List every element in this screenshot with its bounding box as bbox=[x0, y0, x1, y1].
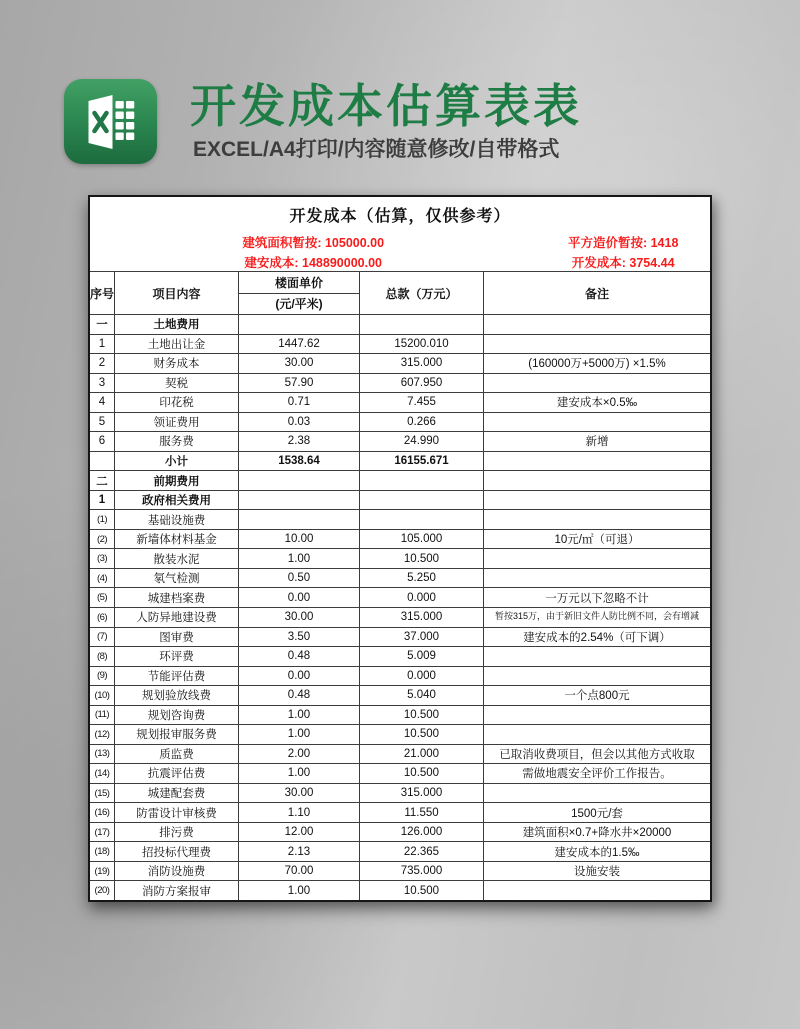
row-unit-price: 0.48 bbox=[239, 647, 360, 666]
table-row bbox=[90, 432, 710, 452]
construction-cost-value: 建安成本: 148890000.00 bbox=[244, 255, 382, 270]
row-serial bbox=[90, 452, 115, 471]
row-total-amount: 11.550 bbox=[360, 803, 484, 822]
row-note: 暂按315万，由于新旧文件人防比例不同，会有增减 bbox=[494, 611, 700, 622]
row-note: (160000万+5000万) ×1.5% bbox=[528, 358, 666, 371]
row-serial: 4 bbox=[90, 393, 115, 412]
row-unit-price: 3.50 bbox=[239, 628, 360, 647]
row-serial: (4) bbox=[90, 569, 115, 588]
row-item-name: 图审费 bbox=[115, 628, 239, 647]
table-row bbox=[90, 452, 710, 472]
row-item-name: 消防方案报审 bbox=[115, 881, 239, 900]
row-total-amount: 15200.010 bbox=[360, 335, 484, 354]
sq-price-value: 平方造价暂按: 1418 bbox=[567, 235, 679, 250]
row-item-name: 节能评估费 bbox=[115, 667, 239, 686]
row-note: 建安成本×0.5‰ bbox=[556, 397, 638, 410]
row-unit-price: 30.00 bbox=[239, 608, 360, 627]
row-unit-price: 0.48 bbox=[239, 686, 360, 705]
table-row bbox=[90, 549, 710, 569]
row-total-amount: 735.000 bbox=[360, 862, 484, 881]
row-total-amount: 10.500 bbox=[360, 549, 484, 568]
row-item-name: 新墙体材料基金 bbox=[115, 530, 239, 549]
row-item-name: 散装水泥 bbox=[115, 549, 239, 568]
row-item-name: 质监费 bbox=[115, 745, 239, 764]
row-unit-price bbox=[239, 471, 360, 490]
row-serial: (2) bbox=[90, 530, 115, 549]
table-row bbox=[90, 471, 710, 491]
row-item-name: 城建配套费 bbox=[115, 784, 239, 803]
row-total-amount: 315.000 bbox=[360, 608, 484, 627]
row-total-amount: 5.250 bbox=[360, 569, 484, 588]
row-note: 建筑面积×0.7+降水井×20000 bbox=[522, 827, 672, 840]
table-row bbox=[90, 647, 710, 667]
row-note bbox=[484, 335, 710, 354]
row-serial: (20) bbox=[90, 881, 115, 900]
row-unit-price: 1.00 bbox=[239, 764, 360, 783]
row-total-amount: 10.500 bbox=[360, 706, 484, 725]
row-serial: (17) bbox=[90, 823, 115, 842]
row-note bbox=[484, 549, 710, 568]
table-row bbox=[90, 588, 710, 608]
row-item-name: 领证费用 bbox=[115, 413, 239, 432]
row-note bbox=[484, 471, 710, 490]
row-unit-price bbox=[239, 510, 360, 529]
row-serial: (16) bbox=[90, 803, 115, 822]
row-item-name: 环评费 bbox=[115, 647, 239, 666]
row-serial: 1 bbox=[90, 335, 115, 354]
row-note: 建安成本的1.5‰ bbox=[554, 846, 640, 859]
row-note bbox=[484, 647, 710, 666]
row-unit-price bbox=[239, 491, 360, 510]
row-unit-price: 0.00 bbox=[239, 667, 360, 686]
row-total-amount: 22.365 bbox=[360, 842, 484, 861]
row-serial: (3) bbox=[90, 549, 115, 568]
row-item-name: 城建档案费 bbox=[115, 588, 239, 607]
cost-table-card bbox=[88, 195, 712, 902]
table-row bbox=[90, 530, 710, 550]
col-header-note: 备注 bbox=[584, 286, 609, 301]
row-serial: (1) bbox=[90, 510, 115, 529]
row-unit-price: 1538.64 bbox=[239, 452, 360, 471]
page-subtitle: EXCEL/A4打印/内容随意修改/自带格式 bbox=[193, 138, 560, 161]
row-serial: (15) bbox=[90, 784, 115, 803]
row-unit-price: 70.00 bbox=[239, 862, 360, 881]
col-header-unit-price-line2: (元/平米) bbox=[275, 297, 323, 312]
row-serial: (6) bbox=[90, 608, 115, 627]
table-row bbox=[90, 686, 710, 706]
row-total-amount: 7.455 bbox=[360, 393, 484, 412]
row-note: 建安成本的2.54%（可下调） bbox=[523, 631, 671, 644]
row-serial: (10) bbox=[90, 686, 115, 705]
row-total-amount: 16155.671 bbox=[360, 452, 484, 471]
row-serial: (7) bbox=[90, 628, 115, 647]
row-item-name: 小计 bbox=[115, 452, 239, 471]
row-serial: 2 bbox=[90, 354, 115, 373]
row-total-amount: 105.000 bbox=[360, 530, 484, 549]
row-total-amount: 10.500 bbox=[360, 764, 484, 783]
row-item-name: 规划报审服务费 bbox=[115, 725, 239, 744]
row-serial: 一 bbox=[90, 315, 115, 334]
excel-icon bbox=[64, 79, 157, 164]
row-note bbox=[484, 452, 710, 471]
row-unit-price: 0.03 bbox=[239, 413, 360, 432]
row-item-name: 前期费用 bbox=[115, 471, 239, 490]
table-header bbox=[90, 271, 710, 315]
row-serial: (12) bbox=[90, 725, 115, 744]
row-unit-price: 1.00 bbox=[239, 549, 360, 568]
row-note: 一个点800元 bbox=[564, 690, 630, 703]
row-unit-price: 0.50 bbox=[239, 569, 360, 588]
row-serial: (19) bbox=[90, 862, 115, 881]
row-serial: (9) bbox=[90, 667, 115, 686]
table-row bbox=[90, 881, 710, 900]
row-total-amount: 315.000 bbox=[360, 784, 484, 803]
row-unit-price: 2.00 bbox=[239, 745, 360, 764]
row-unit-price: 10.00 bbox=[239, 530, 360, 549]
row-unit-price: 30.00 bbox=[239, 354, 360, 373]
row-serial: 二 bbox=[90, 471, 115, 490]
row-item-name: 印花税 bbox=[115, 393, 239, 412]
row-item-name: 规划咨询费 bbox=[115, 706, 239, 725]
row-note bbox=[484, 510, 710, 529]
table-row bbox=[90, 335, 710, 355]
table-row bbox=[90, 784, 710, 804]
table-row bbox=[90, 745, 710, 765]
row-unit-price: 1.00 bbox=[239, 881, 360, 900]
row-note bbox=[484, 667, 710, 686]
row-item-name: 防雷设计审核费 bbox=[115, 803, 239, 822]
row-total-amount: 24.990 bbox=[360, 432, 484, 451]
table-body bbox=[90, 315, 710, 900]
row-note: 一万元以下忽略不计 bbox=[545, 592, 649, 605]
table-row bbox=[90, 315, 710, 335]
row-note bbox=[484, 413, 710, 432]
row-serial: (14) bbox=[90, 764, 115, 783]
row-note: 10元/㎡（可退） bbox=[554, 534, 640, 547]
row-unit-price: 2.13 bbox=[239, 842, 360, 861]
row-total-amount bbox=[360, 315, 484, 334]
row-serial: 1 bbox=[90, 491, 115, 510]
table-row bbox=[90, 510, 710, 530]
row-item-name: 土地费用 bbox=[115, 315, 239, 334]
page-title: 开发成本估算表表 bbox=[190, 80, 582, 132]
col-header-total: 总款（万元） bbox=[360, 272, 484, 314]
row-serial: (5) bbox=[90, 588, 115, 607]
row-note bbox=[484, 491, 710, 510]
row-total-amount: 126.000 bbox=[360, 823, 484, 842]
table-row bbox=[90, 842, 710, 862]
row-note: 设施安装 bbox=[574, 866, 620, 879]
row-serial: (13) bbox=[90, 745, 115, 764]
development-cost-value: 开发成本: 3754.44 bbox=[571, 255, 675, 270]
row-serial: (18) bbox=[90, 842, 115, 861]
row-unit-price: 30.00 bbox=[239, 784, 360, 803]
row-note: 1500元/套 bbox=[571, 807, 623, 820]
table-row bbox=[90, 491, 710, 511]
table-row bbox=[90, 862, 710, 882]
row-total-amount bbox=[360, 491, 484, 510]
row-item-name: 契税 bbox=[115, 374, 239, 393]
table-row bbox=[90, 764, 710, 784]
row-unit-price: 2.38 bbox=[239, 432, 360, 451]
row-item-name: 政府相关费用 bbox=[115, 491, 239, 510]
row-note bbox=[484, 881, 710, 900]
row-note bbox=[484, 784, 710, 803]
row-note bbox=[484, 569, 710, 588]
row-note: 新增 bbox=[585, 436, 609, 449]
summary-row-1 bbox=[90, 231, 710, 252]
col-header-unit-price bbox=[239, 272, 360, 314]
row-note bbox=[484, 374, 710, 393]
row-item-name: 规划验放线费 bbox=[115, 686, 239, 705]
table-row bbox=[90, 413, 710, 433]
row-serial: (8) bbox=[90, 647, 115, 666]
table-row bbox=[90, 706, 710, 726]
building-area-value: 建筑面积暂按: 105000.00 bbox=[242, 235, 385, 250]
sheet-title: 开发成本（估算，仅供参考） bbox=[289, 207, 511, 225]
row-note bbox=[484, 725, 710, 744]
row-serial: 6 bbox=[90, 432, 115, 451]
row-total-amount: 5.040 bbox=[360, 686, 484, 705]
row-unit-price: 1447.62 bbox=[239, 335, 360, 354]
col-header-unit-price-line1: 楼面单价 bbox=[239, 272, 359, 294]
row-total-amount: 607.950 bbox=[360, 374, 484, 393]
row-total-amount: 37.000 bbox=[360, 628, 484, 647]
row-serial: (11) bbox=[90, 706, 115, 725]
row-unit-price: 1.00 bbox=[239, 725, 360, 744]
row-item-name: 服务费 bbox=[115, 432, 239, 451]
row-total-amount: 21.000 bbox=[360, 745, 484, 764]
row-serial: 3 bbox=[90, 374, 115, 393]
table-row bbox=[90, 569, 710, 589]
row-item-name: 氡气检测 bbox=[115, 569, 239, 588]
table-row bbox=[90, 823, 710, 843]
col-header-item: 项目内容 bbox=[115, 272, 239, 314]
row-total-amount: 315.000 bbox=[360, 354, 484, 373]
row-item-name: 消防设施费 bbox=[115, 862, 239, 881]
table-row bbox=[90, 608, 710, 628]
row-unit-price bbox=[239, 315, 360, 334]
row-item-name: 排污费 bbox=[115, 823, 239, 842]
row-total-amount: 10.500 bbox=[360, 725, 484, 744]
row-note bbox=[484, 315, 710, 334]
row-unit-price: 0.00 bbox=[239, 588, 360, 607]
row-note: 已取消收费项目，但会以其他方式收取 bbox=[499, 748, 695, 761]
table-row bbox=[90, 725, 710, 745]
row-item-name: 土地出让金 bbox=[115, 335, 239, 354]
row-unit-price: 0.71 bbox=[239, 393, 360, 412]
row-note: 需做地震安全评价工作报告。 bbox=[522, 768, 672, 781]
row-total-amount: 0.000 bbox=[360, 667, 484, 686]
row-item-name: 人防异地建设费 bbox=[115, 608, 239, 627]
table-row bbox=[90, 628, 710, 648]
table-row bbox=[90, 393, 710, 413]
row-note bbox=[484, 706, 710, 725]
table-row bbox=[90, 354, 710, 374]
row-unit-price: 1.10 bbox=[239, 803, 360, 822]
row-total-amount: 0.266 bbox=[360, 413, 484, 432]
col-header-serial: 序号 bbox=[90, 272, 115, 314]
row-total-amount: 5.009 bbox=[360, 647, 484, 666]
table-row bbox=[90, 803, 710, 823]
row-total-amount bbox=[360, 471, 484, 490]
summary-row-2 bbox=[90, 252, 710, 271]
row-unit-price: 12.00 bbox=[239, 823, 360, 842]
table-row bbox=[90, 667, 710, 687]
row-item-name: 基础设施费 bbox=[115, 510, 239, 529]
row-serial: 5 bbox=[90, 413, 115, 432]
row-total-amount: 10.500 bbox=[360, 881, 484, 900]
row-total-amount bbox=[360, 510, 484, 529]
table-row bbox=[90, 374, 710, 394]
row-item-name: 抗震评估费 bbox=[115, 764, 239, 783]
row-item-name: 招投标代理费 bbox=[115, 842, 239, 861]
row-total-amount: 0.000 bbox=[360, 588, 484, 607]
row-item-name: 财务成本 bbox=[115, 354, 239, 373]
excel-icon-glyph bbox=[75, 89, 147, 155]
row-unit-price: 1.00 bbox=[239, 706, 360, 725]
row-unit-price: 57.90 bbox=[239, 374, 360, 393]
